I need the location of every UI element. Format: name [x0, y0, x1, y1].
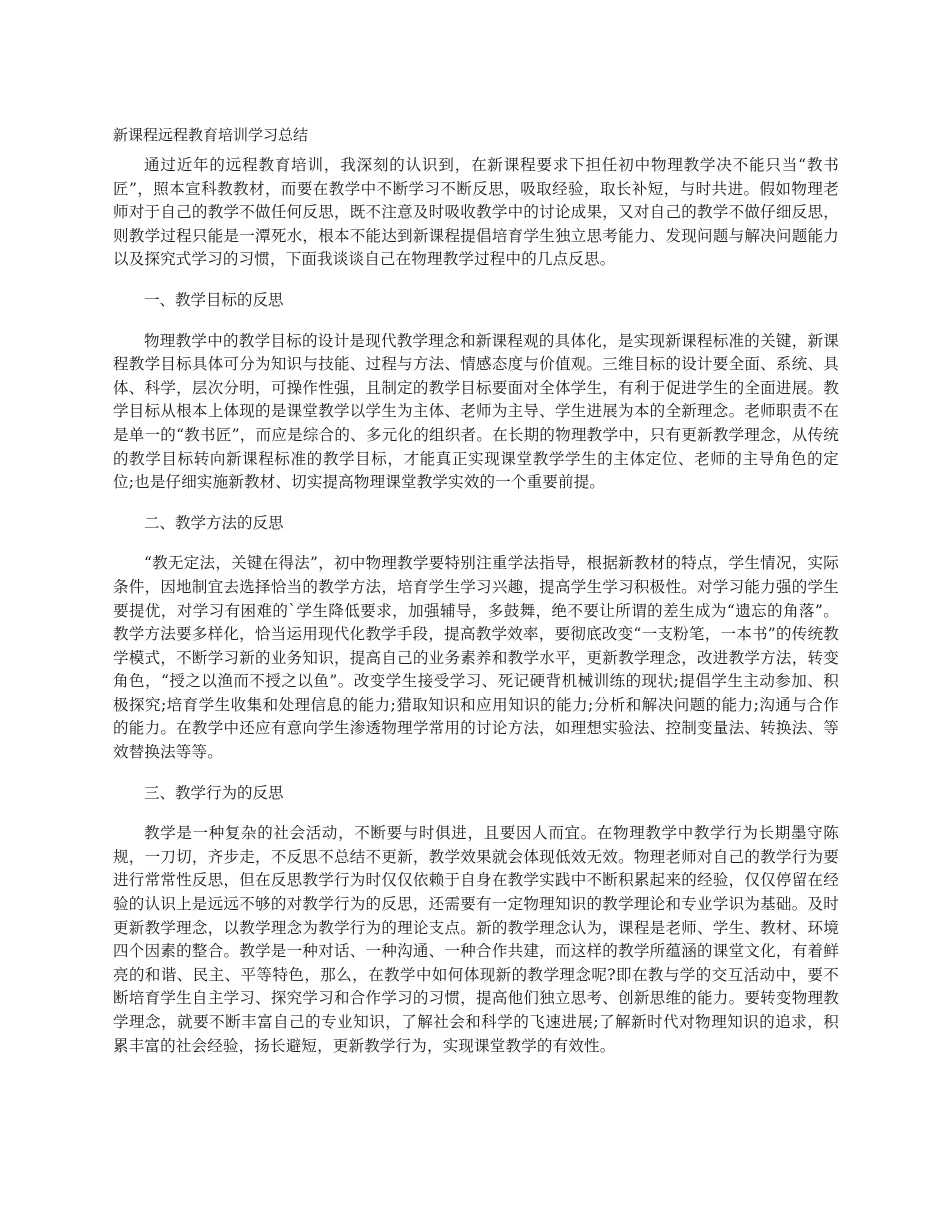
section-body-behavior: 教学是一种复杂的社会活动，不断要与时俱进，且要因人而宜。在物理教学中教学行为长期墨守陈规，一刀切，齐步走，不反思不总结不更新，教学效果就会体现低效无效。物理老师对自己的教学行为要进行常常性反思，但在反思教学行为时仅仅依赖于自身在教学实践中不断积累起来的经验，仅仅停留在经验的认识上是远远不够的对教学行为的反思，还需要有一定物理知识的教学理论和专业学识为基础。及时更新教学理念，以教学理念为教学行为的理论支点。新的教学理念认为，课程是老师、学生、教材、环境四个因素的整合。教学是一种对话、一种沟通、一种合作共建，而这样的教学所蕴涵的课堂文化，有着鲜亮的和谐、民主、平等特色，那么，在教学中如何体现新的教学理念呢?即在教与学的交互活动中，要不断培育学生自主学习、探究学习和合作学习的习惯，提高他们独立思考、创新思维的能力。要转变物理教学理念，就要不断丰富自己的专业知识，了解社会和科学的飞速进展;了解新时代对物理知识的追求，积累丰富的社会经验，扬长避短，更新教学行为，实现课堂教学的有效性。 [113, 824, 839, 1055]
section-heading-methods: 二、教学方法的反思 [144, 513, 284, 532]
section-body-objectives: 物理教学中的教学目标的设计是现代教学理念和新课程观的具体化，是实现新课程标准的关键，新课程教学目标具体可分为知识与技能、过程与方法、情感态度与价值观。三维目标的设计要全面、系统、具体、科学，层次分明，可操作性强，且制定的教学目标要面对全体学生，有利于促进学生的全面进展。教学目标从根本上体现的是课堂教学以学生为主体、老师为主导、学生进展为本的全新理念。老师职责不在是单一的“教书匠”，而应是综合的、多元化的组织者。在长期的物理教学中，只有更新教学理念，从传统的教学目标转向新课程标准的教学目标，才能真正实现课堂教学学生的主体定位、老师的主导角色的定位;也是仔细实施新教材、切实提高物理课堂教学实效的一个重要前提。 [113, 331, 839, 492]
document-page [113, 124, 839, 1075]
section-heading-objectives: 一、教学目标的反思 [144, 290, 284, 309]
section-heading-behavior: 三、教学行为的反思 [144, 783, 284, 802]
section-body-methods: “教无定法，关键在得法”，初中物理教学要特别注重学法指导，根据新教材的特点，学生情况，实际条件，因地制宜去选择恰当的教学方法，培育学生学习兴趣，提高学生学习积极性。对学习能力强的学生要提优，对学习有困难的`学生降低要求，加强辅导，多鼓舞，绝不要让所谓的差生成为“遗忘的角落”。教学方法要多样化，恰当运用现代化教学手段，提高教学效率，要彻底改变“一支粉笔，一本书”的传统教学模式，不断学习新的业务知识，提高自己的业务素养和教学水平，更新教学理念，改进教学方法，转变角色，“授之以渔而不授之以鱼”。改变学生接受学习、死记硬背机械训练的现状;提倡学生主动参加、积极探究;培育学生收集和处理信息的能力;猎取知识和应用知识的能力;分析和解决问题的能力;沟通与合作的能力。在教学中还应有意向学生渗透物理学常用的讨论方法，如理想实验法、控制变量法、转换法、等效替换法等等。 [113, 554, 839, 762]
intro-paragraph: 通过近年的远程教育培训，我深刻的认识到，在新课程要求下担任初中物理教学决不能只当“教书匠”，照本宣科教教材，而要在教学中不断学习不断反思，吸取经验，取长补短，与时共进。假如物理老师对于自己的教学不做任何反思，既不注意及时吸收教学中的讨论成果，又对自己的教学不做仔细反思，则教学过程只能是一潭死水，根本不能达到新课程提倡培育学生独立思考能力、发现问题与解决问题能力以及探究式学习的习惯，下面我谈谈自己在物理教学过程中的几点反思。 [113, 156, 839, 269]
document-title: 新课程远程教育培训学习总结 [113, 126, 309, 144]
